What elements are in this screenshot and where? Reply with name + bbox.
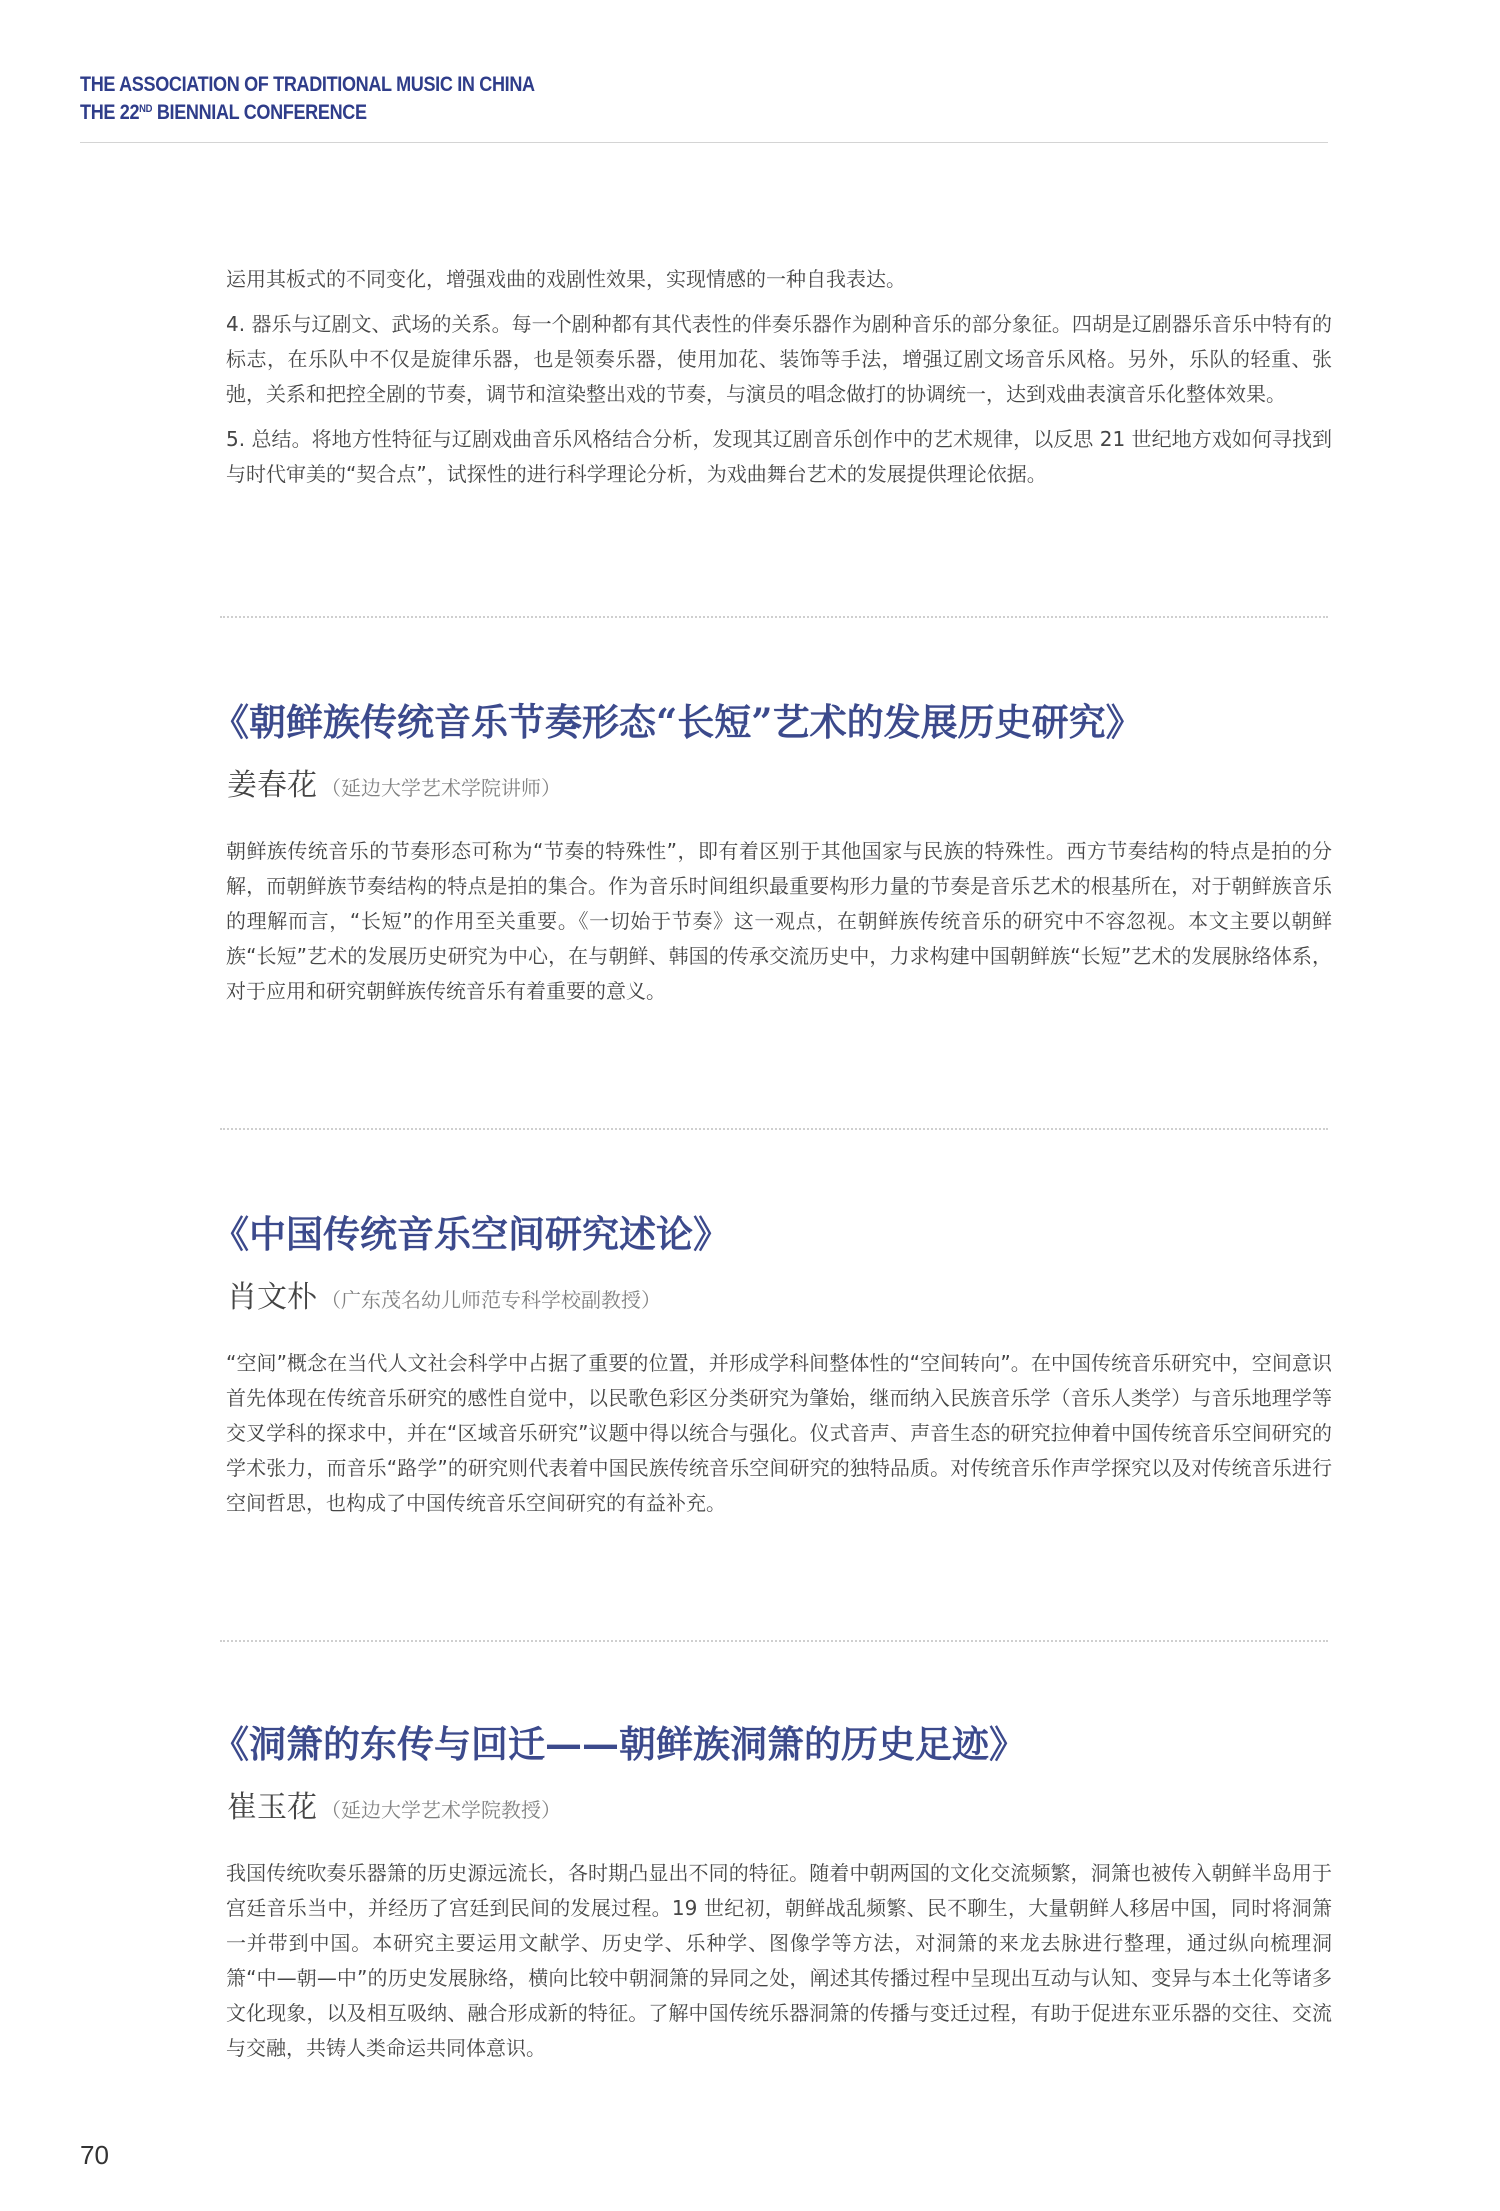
article-author bbox=[227, 1788, 561, 1830]
article-author bbox=[227, 1278, 661, 1320]
article-title: 《朝鲜族传统音乐节奏形态“长短”艺术的发展历史研究》 bbox=[212, 700, 1143, 744]
section-divider bbox=[220, 1128, 1328, 1130]
author-name: 肖文朴 bbox=[227, 1280, 317, 1315]
intro-paragraph: 运用其板式的不同变化，增强戏曲的戏剧性效果，实现情感的一种自我表达。 bbox=[226, 267, 906, 291]
abstract-paragraph: 朝鲜族传统音乐的节奏形态可称为“节奏的特殊性”，即有着区别于其他国家与民族的特殊性。西方节奏结构的特点是拍的分解，而朝鲜族节奏结构的特点是拍的集合。作为音乐时间组织最重要构形力量的节奏是音乐艺术的根基所在，对于朝鲜族音乐的理解而言，“长短”的作用至关重要。《一切始于节奏》这一观点，在朝鲜族传统音乐的研究中不容忽视。本文主要以朝鲜族“长短”艺术的发展历史研究为中心，在与朝鲜、韩国的传承交流历史中，力求构建中国朝鲜族“长短”艺术的发展脉络体系，对于应用和研究朝鲜族传统音乐有着重要的意义。 bbox=[226, 839, 1332, 1003]
article-abstract bbox=[226, 834, 1332, 1019]
author-affiliation: （广东茂名幼儿师范专科学校副教授） bbox=[321, 1288, 661, 1312]
intro-text bbox=[226, 262, 1332, 502]
article-author bbox=[227, 766, 561, 808]
header-divider bbox=[80, 142, 1328, 143]
author-affiliation: （延边大学艺术学院教授） bbox=[321, 1798, 561, 1822]
author-name: 姜春花 bbox=[227, 768, 317, 803]
abstract-paragraph: 我国传统吹奏乐器箫的历史源远流长，各时期凸显出不同的特征。随着中朝两国的文化交流频繁，洞箫也被传入朝鲜半岛用于宫廷音乐当中，并经历了宫廷到民间的发展过程。19 世纪初，朝鲜战乱频繁、民不聊生，大量朝鲜人移居中国，同时将洞箫一并带到中国。本研究主要运用文献学、历史学、乐种学、图像学等方法，对洞箫的来龙去脉进行整理，通过纵向梳理洞箫“中—朝—中”的历史发展脉络，横向比较中朝洞箫的异同之处，阐述其传播过程中呈现出互动与认知、变异与本土化等诸多文化现象，以及相互吸纳、融合形成新的特征。了解中国传统乐器洞箫的传播与变迁过程，有助于促进东亚乐器的交往、交流与交融，共铸人类命运共同体意识。 bbox=[226, 1861, 1332, 2060]
conference-header bbox=[80, 72, 609, 125]
author-affiliation: （延边大学艺术学院讲师） bbox=[321, 776, 561, 800]
section-divider bbox=[220, 616, 1328, 618]
intro-paragraph: 5. 总结。将地方性特征与辽剧戏曲音乐风格结合分析，发现其辽剧音乐创作中的艺术规律，以反思 21 世纪地方戏如何寻找到与时代审美的“契合点”，试探性的进行科学理论分析，为戏曲舞台艺术的发展提供理论依据。 bbox=[226, 427, 1332, 486]
page-number: 70 bbox=[80, 2140, 109, 2170]
article-abstract bbox=[226, 1346, 1332, 1531]
author-name: 崔玉花 bbox=[227, 1790, 317, 1825]
conference-title: THE 22ND BIENNIAL CONFERENCE bbox=[80, 101, 367, 124]
abstract-paragraph: “空间”概念在当代人文社会科学中占据了重要的位置，并形成学科间整体性的“空间转向”。在中国传统音乐研究中，空间意识首先体现在传统音乐研究的感性自觉中，以民歌色彩区分类研究为肇始，继而纳入民族音乐学（音乐人类学）与音乐地理学等交叉学科的探求中，并在“区域音乐研究”议题中得以统合与强化。仪式音声、声音生态的研究拉伸着中国传统音乐空间研究的学术张力，而音乐“路学”的研究则代表着中国民族传统音乐空间研究的独特品质。对传统音乐作声学探究以及对传统音乐进行空间哲思，也构成了中国传统音乐空间研究的有益补充。 bbox=[226, 1351, 1332, 1515]
article-title: 《中国传统音乐空间研究述论》 bbox=[212, 1212, 730, 1256]
section-divider bbox=[220, 1640, 1328, 1642]
article-title: 《洞箫的东传与回迁——朝鲜族洞箫的历史足迹》 bbox=[212, 1722, 1026, 1766]
article-abstract bbox=[226, 1856, 1332, 2076]
intro-paragraph: 4. 器乐与辽剧文、武场的关系。每一个剧种都有其代表性的伴奏乐器作为剧种音乐的部分象征。四胡是辽剧器乐音乐中特有的标志，在乐队中不仅是旋律乐器，也是领奏乐器，使用加花、装饰等手法，增强辽剧文场音乐风格。另外，乐队的轻重、张弛，关系和把控全剧的节奏，调节和渲染整出戏的节奏，与演员的唱念做打的协调统一，达到戏曲表演音乐化整体效果。 bbox=[226, 312, 1332, 406]
association-title: THE ASSOCIATION OF TRADITIONAL MUSIC IN CHINA bbox=[80, 73, 535, 96]
